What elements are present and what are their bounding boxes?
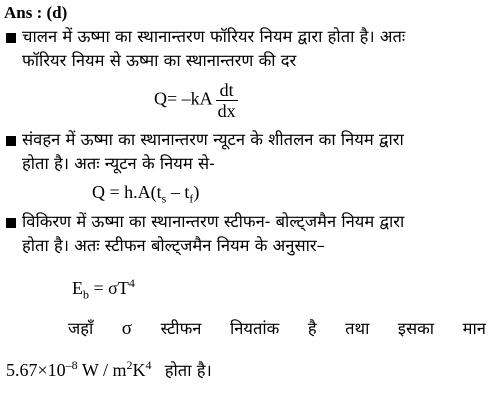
stefan-eq-mid: = σT — [89, 278, 129, 298]
newton-sub-f: f — [189, 191, 194, 206]
fourier-fraction — [216, 80, 238, 121]
stefan-constant-value — [6, 360, 152, 380]
sigma-symbol: σ — [121, 318, 133, 339]
p3-line1: विकिरण में ऊष्मा का स्थानान्तरण स्टीफन- बोल्ट्जमैन नियम द्वारा — [22, 212, 405, 231]
answer-label: Ans : (d) — [4, 3, 68, 22]
stefan-power: 4 — [128, 276, 135, 290]
stefan-equation — [72, 276, 135, 303]
word: मान — [462, 319, 486, 338]
p2-line1: संवहन में ऊष्मा का स्थानान्तरण न्यूटन के शीतलन का नियम द्वारा — [22, 130, 404, 149]
word: इसका — [397, 319, 435, 338]
value-tail-text: होता है। — [164, 361, 212, 380]
fraction-numerator: dt — [219, 80, 234, 100]
constant-mantissa: 5.67×10 — [6, 360, 66, 380]
constant-exponent: –8 — [65, 358, 78, 372]
fourier-eq-left: Q= –kA — [154, 88, 213, 109]
bullet-icon — [6, 136, 16, 146]
newton-eq-a: Q = h.A(t — [92, 182, 162, 202]
stefan-eq-E: E — [72, 278, 83, 298]
constant-unit-b: K — [132, 360, 146, 380]
fourier-equation — [154, 80, 238, 121]
newton-sub-s: s — [161, 191, 167, 206]
p3-line3 — [68, 318, 486, 340]
unit-exponent-2: 2 — [126, 358, 133, 372]
unit-exponent-4: 4 — [145, 358, 152, 372]
newton-eq-c: ) — [193, 182, 200, 202]
fraction-denominator: dx — [217, 101, 236, 121]
stefan-constant-line — [6, 354, 212, 382]
bullet-icon — [6, 218, 16, 228]
word: तथा — [345, 319, 370, 338]
newton-eq-b: – t — [166, 182, 190, 202]
word: स्टीफन — [160, 319, 202, 338]
p1-line1: चालन में ऊष्मा का स्थानान्तरण फॉरियर नियम द्वारा होता है। अतः — [22, 27, 406, 46]
p1-line2: फॉरियर नियम से ऊष्मा का स्थानान्तरण की दर — [22, 51, 297, 70]
word: जहाँ — [68, 319, 94, 338]
p3-line2: होता है। अतः स्टीफन बोल्ट्जमैन नियम के अनुसार– — [22, 236, 325, 255]
constant-unit-a: W / m — [77, 360, 127, 380]
word: है — [307, 319, 317, 338]
bullet-icon — [6, 33, 16, 43]
word: नियतांक — [229, 319, 280, 338]
newton-equation — [92, 182, 199, 207]
p2-line2: होता है। अतः न्यूटन के नियम से- — [22, 154, 215, 173]
stefan-sub-b: b — [83, 287, 89, 302]
